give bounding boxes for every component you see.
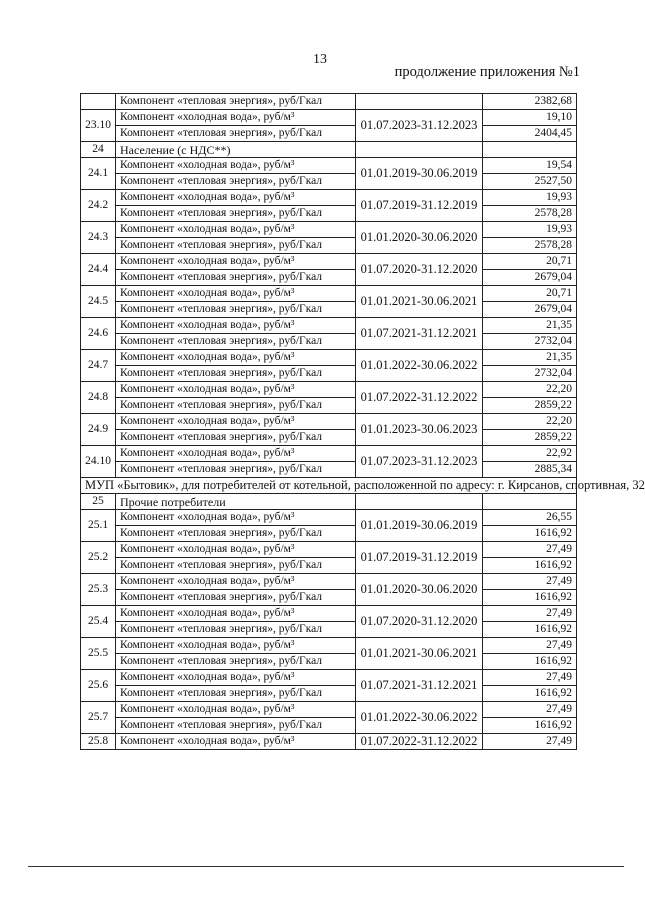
table-row	[81, 574, 577, 590]
tariff-value-cell: 21,35	[483, 350, 577, 366]
section-heading-row	[81, 142, 577, 158]
table-row	[81, 558, 577, 574]
section-number-cell: 24	[81, 142, 116, 158]
period-cell: 01.07.2022-31.12.2022	[356, 382, 483, 414]
tariff-value-cell: 27,49	[483, 574, 577, 590]
table-row	[81, 286, 577, 302]
tariff-value-cell: 19,10	[483, 110, 577, 126]
component-label-cell: Компонент «холодная вода», руб/м³	[116, 446, 356, 462]
component-label-cell: Компонент «холодная вода», руб/м³	[116, 110, 356, 126]
table-row	[81, 670, 577, 686]
tariff-value-cell: 2732,04	[483, 334, 577, 350]
tariff-value-cell: 2679,04	[483, 302, 577, 318]
tariff-value-cell: 22,20	[483, 414, 577, 430]
tariff-value-cell: 19,93	[483, 190, 577, 206]
table-row	[81, 318, 577, 334]
table-row	[81, 158, 577, 174]
table-row	[81, 382, 577, 398]
component-label-cell: Компонент «холодная вода», руб/м³	[116, 382, 356, 398]
tariff-value-cell: 21,35	[483, 318, 577, 334]
row-number-cell: 24.4	[81, 254, 116, 286]
row-number-cell: 25.6	[81, 670, 116, 702]
table-row	[81, 590, 577, 606]
table-row	[81, 686, 577, 702]
component-label-cell: Компонент «тепловая энергия», руб/Гкал	[116, 126, 356, 142]
tariff-value-cell: 2885,34	[483, 462, 577, 478]
section-title-cell: Прочие потребители	[116, 494, 356, 510]
period-cell: 01.01.2021-30.06.2021	[356, 638, 483, 670]
section-title-cell: Население (с НДС**)	[116, 142, 356, 158]
row-number-cell: 25.8	[81, 734, 116, 750]
appendix-continuation-label: продолжение приложения №1	[394, 64, 580, 80]
component-label-cell: Компонент «холодная вода», руб/м³	[116, 350, 356, 366]
period-cell: 01.07.2023-31.12.2023	[356, 446, 483, 478]
table-row	[81, 270, 577, 286]
supplier-note-row	[81, 478, 577, 494]
table-row	[81, 350, 577, 366]
tariff-value-cell: 1616,92	[483, 558, 577, 574]
table-row	[81, 446, 577, 462]
table-row	[81, 254, 577, 270]
tariff-value-cell: 1616,92	[483, 718, 577, 734]
tariff-value-cell: 1616,92	[483, 654, 577, 670]
tariff-value-cell: 19,93	[483, 222, 577, 238]
table-row	[81, 718, 577, 734]
tariff-value-cell: 1616,92	[483, 686, 577, 702]
table-row	[81, 238, 577, 254]
tariff-value-cell: 2859,22	[483, 430, 577, 446]
period-cell: 01.01.2019-30.06.2019	[356, 158, 483, 190]
component-label-cell: Компонент «тепловая энергия», руб/Гкал	[116, 302, 356, 318]
table-row	[81, 398, 577, 414]
period-cell: 01.07.2022-31.12.2022	[356, 734, 483, 750]
empty-cell	[356, 142, 483, 158]
page-bottom-rule	[28, 866, 624, 867]
tariff-value-cell: 2679,04	[483, 270, 577, 286]
period-cell: 01.01.2019-30.06.2019	[356, 510, 483, 542]
component-label-cell: Компонент «тепловая энергия», руб/Гкал	[116, 718, 356, 734]
component-label-cell: Компонент «холодная вода», руб/м³	[116, 734, 356, 750]
component-label-cell: Компонент «тепловая энергия», руб/Гкал	[116, 686, 356, 702]
tariff-value-cell: 1616,92	[483, 622, 577, 638]
row-number-cell: 25.3	[81, 574, 116, 606]
component-label-cell: Компонент «тепловая энергия», руб/Гкал	[116, 270, 356, 286]
table-row	[81, 222, 577, 238]
table-row	[81, 206, 577, 222]
component-label-cell: Компонент «тепловая энергия», руб/Гкал	[116, 238, 356, 254]
component-label-cell: Компонент «холодная вода», руб/м³	[116, 606, 356, 622]
row-number-cell: 24.1	[81, 158, 116, 190]
component-label-cell: Компонент «холодная вода», руб/м³	[116, 542, 356, 558]
tariff-table-body	[81, 94, 645, 750]
component-label-cell: Компонент «тепловая энергия», руб/Гкал	[116, 526, 356, 542]
period-cell: 01.07.2020-31.12.2020	[356, 254, 483, 286]
component-label-cell: Компонент «холодная вода», руб/м³	[116, 670, 356, 686]
row-number-cell: 24.2	[81, 190, 116, 222]
component-label-cell: Компонент «тепловая энергия», руб/Гкал	[116, 430, 356, 446]
empty-cell	[483, 142, 577, 158]
table-row	[81, 638, 577, 654]
component-label-cell: Компонент «холодная вода», руб/м³	[116, 414, 356, 430]
period-cell: 01.07.2020-31.12.2020	[356, 606, 483, 638]
tariff-value-cell: 22,92	[483, 446, 577, 462]
period-cell: 01.01.2020-30.06.2020	[356, 222, 483, 254]
component-label-cell: Компонент «тепловая энергия», руб/Гкал	[116, 462, 356, 478]
row-number-cell	[81, 94, 116, 110]
tariff-value-cell: 2859,22	[483, 398, 577, 414]
component-label-cell: Компонент «тепловая энергия», руб/Гкал	[116, 206, 356, 222]
table-row	[81, 462, 577, 478]
component-label-cell: Компонент «тепловая энергия», руб/Гкал	[116, 334, 356, 350]
table-row	[81, 366, 577, 382]
period-cell: 01.07.2021-31.12.2021	[356, 670, 483, 702]
component-label-cell: Компонент «холодная вода», руб/м³	[116, 254, 356, 270]
tariff-value-cell: 2404,45	[483, 126, 577, 142]
component-label-cell: Компонент «холодная вода», руб/м³	[116, 638, 356, 654]
row-number-cell: 24.8	[81, 382, 116, 414]
page-number: 13	[313, 52, 327, 67]
row-number-cell: 24.10	[81, 446, 116, 478]
row-number-cell: 24.5	[81, 286, 116, 318]
table-row	[81, 126, 577, 142]
tariff-value-cell: 2578,28	[483, 238, 577, 254]
tariff-value-cell: 27,49	[483, 606, 577, 622]
row-number-cell: 25.4	[81, 606, 116, 638]
tariff-value-cell: 27,49	[483, 542, 577, 558]
row-number-cell: 25.5	[81, 638, 116, 670]
table-row	[81, 622, 577, 638]
supplier-note-cell: МУП «Бытовик», для потребителей от котельной, расположенной по адресу: г. Кирсанов, спортивная, 32	[81, 478, 577, 494]
table-row	[81, 510, 577, 526]
tariff-value-cell: 22,20	[483, 382, 577, 398]
row-number-cell: 24.9	[81, 414, 116, 446]
table-row	[81, 414, 577, 430]
component-label-cell: Компонент «тепловая энергия», руб/Гкал	[116, 558, 356, 574]
tariff-value-cell: 2578,28	[483, 206, 577, 222]
row-number-cell: 23.10	[81, 110, 116, 142]
tariff-value-cell: 20,71	[483, 286, 577, 302]
row-number-cell: 24.3	[81, 222, 116, 254]
row-number-cell: 25.1	[81, 510, 116, 542]
table-row	[81, 526, 577, 542]
component-label-cell: Компонент «тепловая энергия», руб/Гкал	[116, 174, 356, 190]
tariff-value-cell: 1616,92	[483, 526, 577, 542]
period-cell: 01.01.2020-30.06.2020	[356, 574, 483, 606]
table-row	[81, 702, 577, 718]
component-label-cell: Компонент «холодная вода», руб/м³	[116, 222, 356, 238]
component-label-cell: Компонент «тепловая энергия», руб/Гкал	[116, 622, 356, 638]
component-label-cell: Компонент «тепловая энергия», руб/Гкал	[116, 590, 356, 606]
component-label-cell: Компонент «холодная вода», руб/м³	[116, 158, 356, 174]
row-number-cell: 24.7	[81, 350, 116, 382]
component-label-cell: Компонент «тепловая энергия», руб/Гкал	[116, 654, 356, 670]
tariff-value-cell: 27,49	[483, 670, 577, 686]
component-label-cell: Компонент «холодная вода», руб/м³	[116, 510, 356, 526]
table-row	[81, 542, 577, 558]
component-label-cell: Компонент «холодная вода», руб/м³	[116, 190, 356, 206]
tariff-value-cell: 2382,68	[483, 94, 577, 110]
empty-cell	[483, 494, 577, 510]
period-cell: 01.07.2019-31.12.2019	[356, 542, 483, 574]
tariff-value-cell: 20,71	[483, 254, 577, 270]
period-cell: 01.01.2021-30.06.2021	[356, 286, 483, 318]
tariff-value-cell: 27,49	[483, 734, 577, 750]
table-row	[81, 606, 577, 622]
tariff-table	[80, 93, 645, 750]
component-label-cell: Компонент «тепловая энергия», руб/Гкал	[116, 94, 356, 110]
row-number-cell: 24.6	[81, 318, 116, 350]
table-row	[81, 174, 577, 190]
row-number-cell: 25.2	[81, 542, 116, 574]
period-cell: 01.07.2023-31.12.2023	[356, 110, 483, 142]
component-label-cell: Компонент «тепловая энергия», руб/Гкал	[116, 366, 356, 382]
component-label-cell: Компонент «тепловая энергия», руб/Гкал	[116, 398, 356, 414]
tariff-value-cell: 19,54	[483, 158, 577, 174]
table-row	[81, 430, 577, 446]
tariff-value-cell: 2527,50	[483, 174, 577, 190]
row-number-cell: 25.7	[81, 702, 116, 734]
table-row	[81, 334, 577, 350]
section-heading-row	[81, 494, 577, 510]
period-cell: 01.07.2019-31.12.2019	[356, 190, 483, 222]
section-number-cell: 25	[81, 494, 116, 510]
component-label-cell: Компонент «холодная вода», руб/м³	[116, 318, 356, 334]
tariff-value-cell: 26,55	[483, 510, 577, 526]
period-cell	[356, 94, 483, 110]
empty-cell	[356, 494, 483, 510]
component-label-cell: Компонент «холодная вода», руб/м³	[116, 574, 356, 590]
period-cell: 01.01.2022-30.06.2022	[356, 702, 483, 734]
tariff-value-cell: 1616,92	[483, 590, 577, 606]
table-row	[81, 190, 577, 206]
table-row-continued	[81, 94, 577, 110]
tariff-value-cell: 27,49	[483, 638, 577, 654]
tariff-value-cell: 27,49	[483, 702, 577, 718]
period-cell: 01.01.2022-30.06.2022	[356, 350, 483, 382]
period-cell: 01.01.2023-30.06.2023	[356, 414, 483, 446]
table-row	[81, 734, 577, 750]
component-label-cell: Компонент «холодная вода», руб/м³	[116, 702, 356, 718]
tariff-value-cell: 2732,04	[483, 366, 577, 382]
period-cell: 01.07.2021-31.12.2021	[356, 318, 483, 350]
table-row	[81, 302, 577, 318]
table-row	[81, 110, 577, 126]
component-label-cell: Компонент «холодная вода», руб/м³	[116, 286, 356, 302]
table-row	[81, 654, 577, 670]
